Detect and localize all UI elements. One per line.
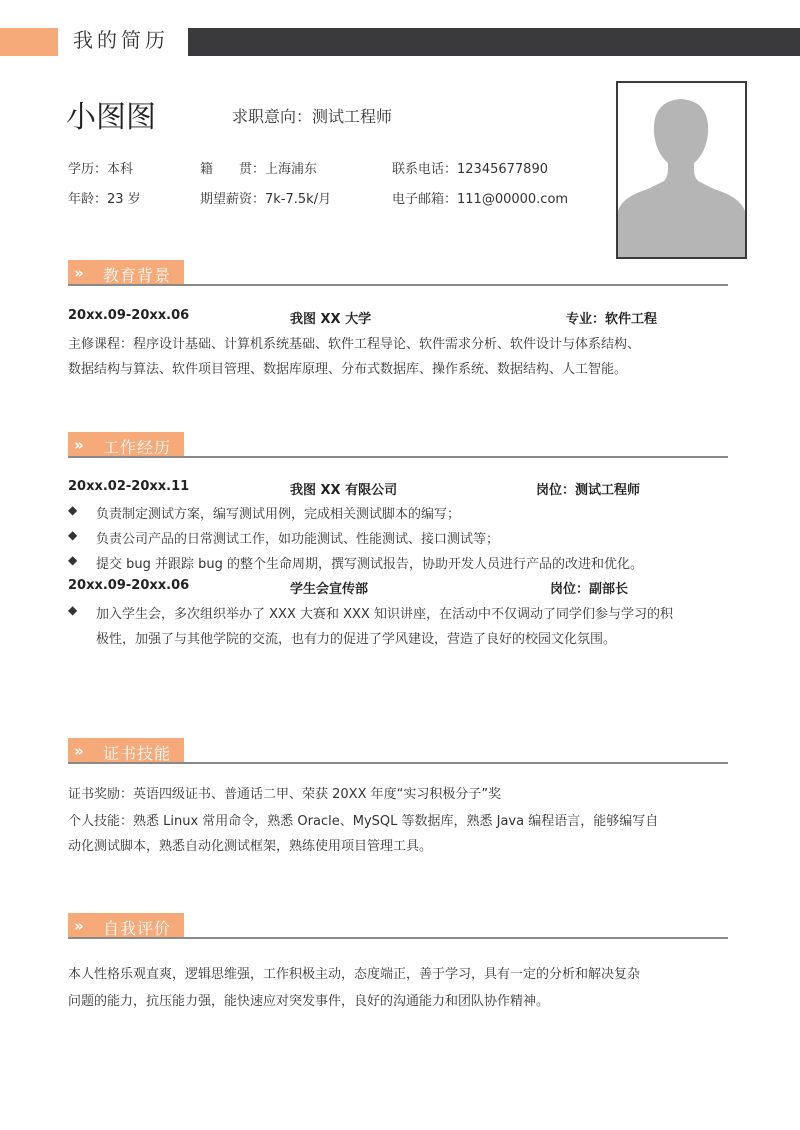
resume-title: 我的简历: [73, 28, 169, 52]
double-arrow-icon: »: [74, 742, 80, 760]
avatar-silhouette-icon: [618, 83, 745, 257]
bullet-text: 提交 bug 并跟踪 bug 的整个生命周期，撰写测试报告，协助开发人员进行产品的改进和优化。: [96, 557, 644, 572]
bullet-text: 负责制定测试方案，编写测试用例，完成相关测试脚本的编写；: [96, 507, 461, 522]
section-title: 证书技能: [103, 744, 172, 763]
self-eval-line-1: 本人性格乐观直爽，逻辑思维强，工作积极主动，态度端正，善于学习，具有一定的分析和解决复杂: [68, 967, 641, 982]
skills-line-2: 动化测试脚本，熟悉自动化测试框架，熟练使用项目管理工具。: [68, 839, 433, 854]
education-level: 学历：本科: [68, 162, 134, 177]
age: 年龄：23 岁: [68, 192, 141, 207]
self-eval-line-2: 问题的能力，抗压能力强，能快速应对突发事件，良好的沟通能力和团队协作精神。: [68, 994, 550, 1009]
double-arrow-icon: »: [74, 264, 80, 282]
section-skills-header: [68, 738, 728, 764]
education-period: 20xx.09-20xx.06: [68, 308, 190, 323]
job1-period: 20xx.02-20xx.11: [68, 479, 190, 494]
diamond-bullet-icon: ◆: [68, 553, 78, 567]
double-arrow-icon: »: [74, 917, 80, 935]
job2-bullet-1-cont: 极性，加强了与其他学院的交流，也有力的促进了学风建设，营造了良好的校园文化氛围。: [96, 632, 617, 647]
job2-position: 岗位：副部长: [550, 582, 629, 597]
courses-line-2: 数据结构与算法、软件项目管理、数据库原理、分布式数据库、操作系统、数据结构、人工智能。: [68, 362, 628, 377]
section-work-header: [68, 432, 728, 458]
job-intent: [232, 104, 392, 127]
section-title: 工作经历: [103, 438, 172, 457]
job2-period: 20xx.09-20xx.06: [68, 578, 190, 593]
job2-company: 学生会宣传部: [290, 582, 369, 597]
section-self-header: [68, 913, 728, 939]
expected-salary: 期望薪资：7k-7.5k/月: [200, 192, 332, 207]
diamond-bullet-icon: ◆: [68, 503, 78, 517]
skills-line-1: 个人技能：熟悉 Linux 常用命令，熟悉 Oracle、MySQL 等数据库，熟悉 Java 编程语言，能够编写自: [68, 814, 659, 829]
header-dark-bar: [188, 28, 800, 56]
job1-company: 我图 XX 有限公司: [290, 483, 398, 498]
diamond-bullet-icon: ◆: [68, 603, 78, 617]
job-intent-label: 求职意向：: [232, 107, 313, 126]
section-title: 自我评价: [103, 919, 172, 938]
bullet-text: 加入学生会，多次组织举办了 XXX 大赛和 XXX 知识讲座，在活动中不仅调动了同学们参与学习的积: [96, 607, 673, 622]
header-accent-bar: [0, 28, 58, 56]
section-education-header: [68, 260, 728, 286]
bullet-text: 负责公司产品的日常测试工作，如功能测试、性能测试、接口测试等；: [96, 532, 500, 547]
profile-photo: [616, 81, 747, 259]
job-intent-value: 测试工程师: [312, 107, 393, 126]
candidate-name: 小图图: [66, 100, 156, 135]
phone-number: 联系电话：12345677890: [392, 162, 548, 177]
section-title: 教育背景: [103, 266, 172, 285]
email: 电子邮箱：111@00000.com: [392, 192, 569, 207]
job1-position: 岗位：测试工程师: [536, 483, 641, 498]
diamond-bullet-icon: ◆: [68, 528, 78, 542]
courses-line-1: 主修课程：程序设计基础、计算机系统基础、软件工程导论、软件需求分析、软件设计与体系结构、: [68, 337, 641, 352]
major: 专业：软件工程: [566, 312, 658, 327]
certificates: 证书奖励：英语四级证书、普通话二甲、荣获 20XX 年度“实习积极分子”奖: [68, 787, 502, 802]
school-name: 我图 XX 大学: [290, 312, 372, 327]
native-place: 籍 贯：上海浦东: [200, 162, 318, 177]
double-arrow-icon: »: [74, 436, 80, 454]
